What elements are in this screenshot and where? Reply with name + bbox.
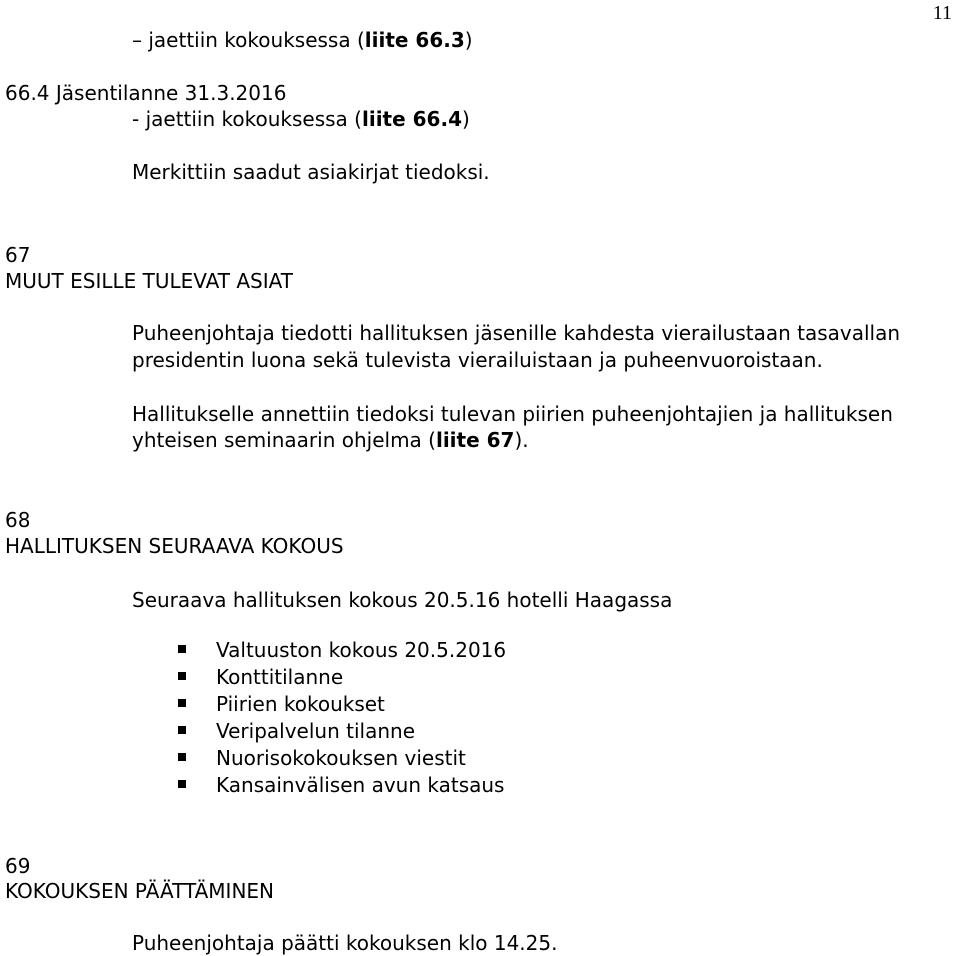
section-heading-67: MUUT ESILLE TULEVAT ASIAT xyxy=(5,269,293,293)
attachment-ref: liite 66.3 xyxy=(364,28,465,52)
bullet-marker xyxy=(178,753,186,761)
section-number-67: 67 xyxy=(5,243,31,267)
section-heading-69: KOKOUKSEN PÄÄTTÄMINEN xyxy=(5,879,275,903)
list-item: Nuorisokokouksen viestit xyxy=(216,746,466,770)
subsection-title-66-4: 66.4 Jäsentilanne 31.3.2016 xyxy=(5,81,287,105)
bullet-marker xyxy=(178,699,186,707)
next-meeting-text: Seuraava hallituksen kokous 20.5.16 hotelli Haagassa xyxy=(132,588,673,612)
list-item: Kansainvälisen avun katsaus xyxy=(216,773,505,797)
attachment-line-66-4: - jaettiin kokouksessa (liite 66.4) xyxy=(132,107,470,131)
page-number: 11 xyxy=(932,2,952,24)
list-item: Konttitilanne xyxy=(216,665,344,689)
list-item: Piirien kokoukset xyxy=(216,692,385,716)
decision-text-66: Merkittiin saadut asiakirjat tiedoksi. xyxy=(132,160,490,184)
bullet-marker xyxy=(178,672,186,680)
paragraph-line: Puheenjohtaja tiedotti hallituksen jäsenille kahdesta vierailustaan tasavallan xyxy=(132,321,901,345)
paragraph-line: Hallitukselle annettiin tiedoksi tulevan piirien puheenjohtajien ja hallituksen xyxy=(132,402,893,426)
list-item: Veripalvelun tilanne xyxy=(216,719,415,743)
attachment-ref: liite 66.4 xyxy=(361,107,462,131)
attachment-line-66-3: – jaettiin kokouksessa (liite 66.3) xyxy=(132,28,473,52)
paragraph-line: yhteisen seminaarin ohjelma (liite 67). xyxy=(132,428,529,452)
attachment-ref: liite 67 xyxy=(435,428,515,452)
closing-text: Puheenjohtaja päätti kokouksen klo 14.25. xyxy=(132,931,558,955)
bullet-marker xyxy=(178,780,186,788)
section-heading-68: HALLITUKSEN SEURAAVA KOKOUS xyxy=(5,534,344,558)
bullet-marker xyxy=(178,645,186,653)
section-number-68: 68 xyxy=(5,508,31,532)
bullet-marker xyxy=(178,726,186,734)
list-item: Valtuuston kokous 20.5.2016 xyxy=(216,638,507,662)
paragraph-line: presidentin luona sekä tulevista vierailuistaan ja puheenvuoroistaan. xyxy=(132,348,823,372)
section-number-69: 69 xyxy=(5,854,31,878)
